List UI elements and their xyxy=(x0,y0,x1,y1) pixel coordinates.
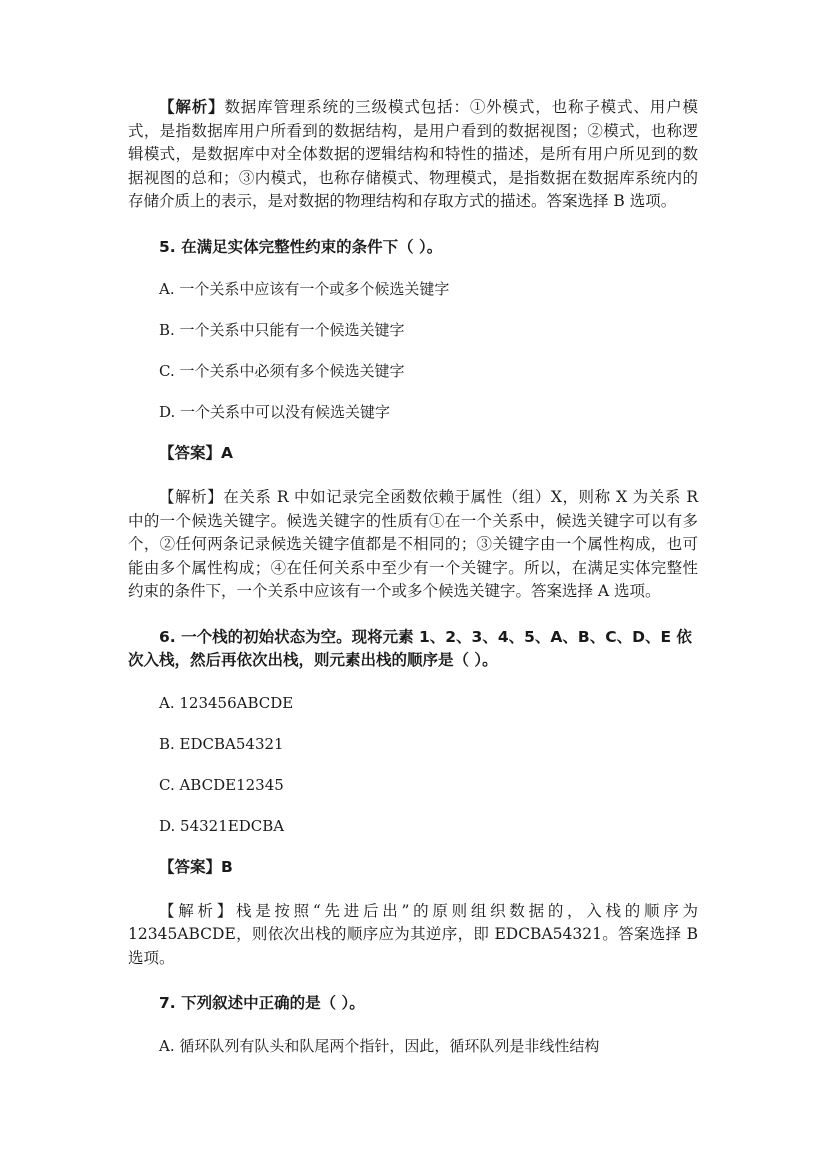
question-5-option-c: C. 一个关系中必须有多个候选关键字 xyxy=(159,362,405,380)
question-6-option-d: D. 54321EDCBA xyxy=(159,816,285,835)
question-6-analysis xyxy=(128,900,698,971)
question-6-answer: 【答案】B xyxy=(159,857,233,876)
question-6-stem: 6. 一个栈的初始状态为空。现将元素 1、2、3、4、5、A、B、C、D、E 依次入栈，然后再依次出栈，则元素出栈的顺序是（ ）。 xyxy=(128,627,692,669)
question-6-option-a: A. 123456ABCDE xyxy=(159,693,294,712)
question-6-option-c: C. ABCDE12345 xyxy=(159,775,284,794)
question-6-option-b: B. EDCBA54321 xyxy=(159,734,284,753)
analysis-text: 数据库管理系统的三级模式包括：①外模式，也称子模式、用户模式，是指数据库用户所看到的数据结构，是用户看到的数据视图；②模式，也称逻辑模式，是数据库中对全体数据的逻辑结构和特性的描述，是所有用户所见到的数据视图的总和；③内模式，也称存储模式、物理模式，是指数据在数据库系统内的存储介质上的表示，是对数据的物理结构和存取方式的描述。答案选择 B 选项。 xyxy=(128,98,698,210)
question-7-stem: 7. 下列叙述中正确的是（ ）。 xyxy=(159,994,365,1012)
document-page xyxy=(128,96,698,1057)
question-5-option-a: A. 一个关系中应该有一个或多个候选关键字 xyxy=(159,280,450,298)
question-5-analysis xyxy=(128,486,698,604)
question-5-option-b: B. 一个关系中只能有一个候选关键字 xyxy=(159,321,405,339)
question-7-option-a: A. 循环队列有队头和队尾两个指针，因此，循环队列是非线性结构 xyxy=(159,1036,600,1055)
analysis-tag: 【解析】 xyxy=(159,901,236,920)
analysis-tag: 【解析】 xyxy=(159,488,224,506)
question-5-stem: 5. 在满足实体完整性约束的条件下（ ）。 xyxy=(159,237,443,256)
analysis-tag: 【解析】 xyxy=(159,98,225,116)
question-5-answer: 【答案】A xyxy=(159,444,233,462)
analysis-paragraph xyxy=(128,96,698,214)
analysis-text: 栈是按照“先进后出”的原则组织数据的，入栈的顺序为12345ABCDE，则依次出栈的顺序应为其逆序，即 EDCBA54321。答案选择 B 选项。 xyxy=(128,901,698,967)
question-5-option-d: D. 一个关系中可以没有候选关键字 xyxy=(159,403,391,421)
analysis-text: 在关系 R 中如记录完全函数依赖于属性（组）X，则称 X 为关系 R 中的一个候选关键字。候选关键字的性质有①在一个关系中，候选关键字可以有多个，②任何两条记录候选关键字值都是不相同的；③关键字由一个属性构成，也可能由多个属性构成；④在任何关系中至少有一个关键字。所以，在满足实体完整性约束的条件下，一个关系中应该有一个或多个候选关键字。答案选择 A 选项。 xyxy=(128,488,698,600)
